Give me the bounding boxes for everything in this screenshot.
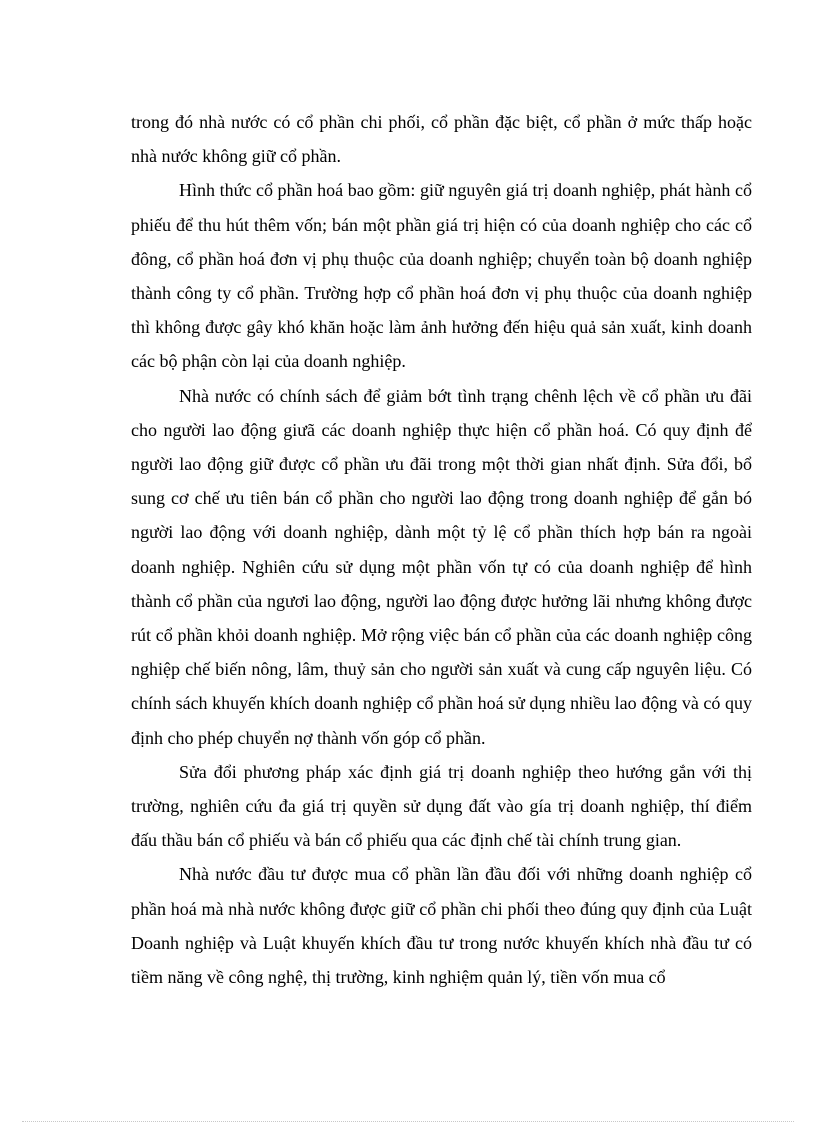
paragraph-valuation-method: Sửa đổi phương pháp xác định giá trị doanh nghiệp theo hướng gắn với thị trường, nghiên cứu đa giá trị quyền sử dụng đất vào gía trị doanh nghiệp, thí điểm đấu thầu bán cổ phiếu và bán cổ phiếu qua các định chế tài chính trung gian. <box>131 761 752 851</box>
paragraph-equitization-forms: Hình thức cổ phần hoá bao gồm: giữ nguyên giá trị doanh nghiệp, phát hành cổ phiếu để thu hút thêm vốn; bán một phần giá trị hiện có của doanh nghiệp cho các cổ đông, cổ phần hoá đơn vị phụ thuộc của doanh nghiệp; chuyển toàn bộ doanh nghiệp thành công ty cổ phần. Trường hợp cổ phần hoá đơn vị phụ thuộc của doanh nghiệp thì không được gây khó khăn hoặc làm ảnh hưởng đến hiệu quả sản xuất, kinh doanh các bộ phận còn lại của doanh nghiệp. <box>131 180 752 372</box>
page-bottom-divider <box>22 1121 794 1122</box>
paragraph-state-investment: Nhà nước đầu tư được mua cổ phần lần đầu đối với những doanh nghiệp cổ phần hoá mà nhà nước không được giữ cổ phần chi phối theo đúng quy định của Luật Doanh nghiệp và Luật khuyến khích đầu tư trong nước khuyến khích nhà đầu tư có tiềm năng về công nghệ, thị trường, kinh nghiệm quản lý, tiền vốn mua cổ <box>131 864 752 988</box>
document-body <box>131 105 752 994</box>
paragraph-continuation: trong đó nhà nước có cổ phần chi phối, cổ phần đặc biệt, cổ phần ở mức thấp hoặc nhà nước không giữ cổ phần. <box>131 112 752 167</box>
paragraph-employee-shares-policy: Nhà nước có chính sách để giảm bớt tình trạng chênh lệch về cổ phần ưu đãi cho người lao động giưã các doanh nghiệp thực hiện cổ phần hoá. Có quy định để người lao động giữ được cổ phần ưu đãi trong một thời gian nhất định. Sửa đổi, bổ sung cơ chế ưu tiên bán cổ phần cho người lao động trong doanh nghiệp để gắn bó người lao động với doanh nghiệp, dành một tỷ lệ cổ phần thích hợp bán ra ngoài doanh nghiệp. Nghiên cứu sử dụng một phần vốn tự có của doanh nghiệp để hình thành cổ phần của ngươi lao động, người lao động được hưởng lãi nhưng không được rút cổ phần khỏi doanh nghiệp. Mở rộng việc bán cổ phần của các doanh nghiệp công nghiệp chế biến nông, lâm, thuỷ sản cho người sản xuất và cung cấp nguyên liệu. Có chính sách khuyến khích doanh nghiệp cổ phần hoá sử dụng nhiều lao động và có quy định cho phép chuyển nợ thành vốn góp cổ phần. <box>131 385 752 748</box>
